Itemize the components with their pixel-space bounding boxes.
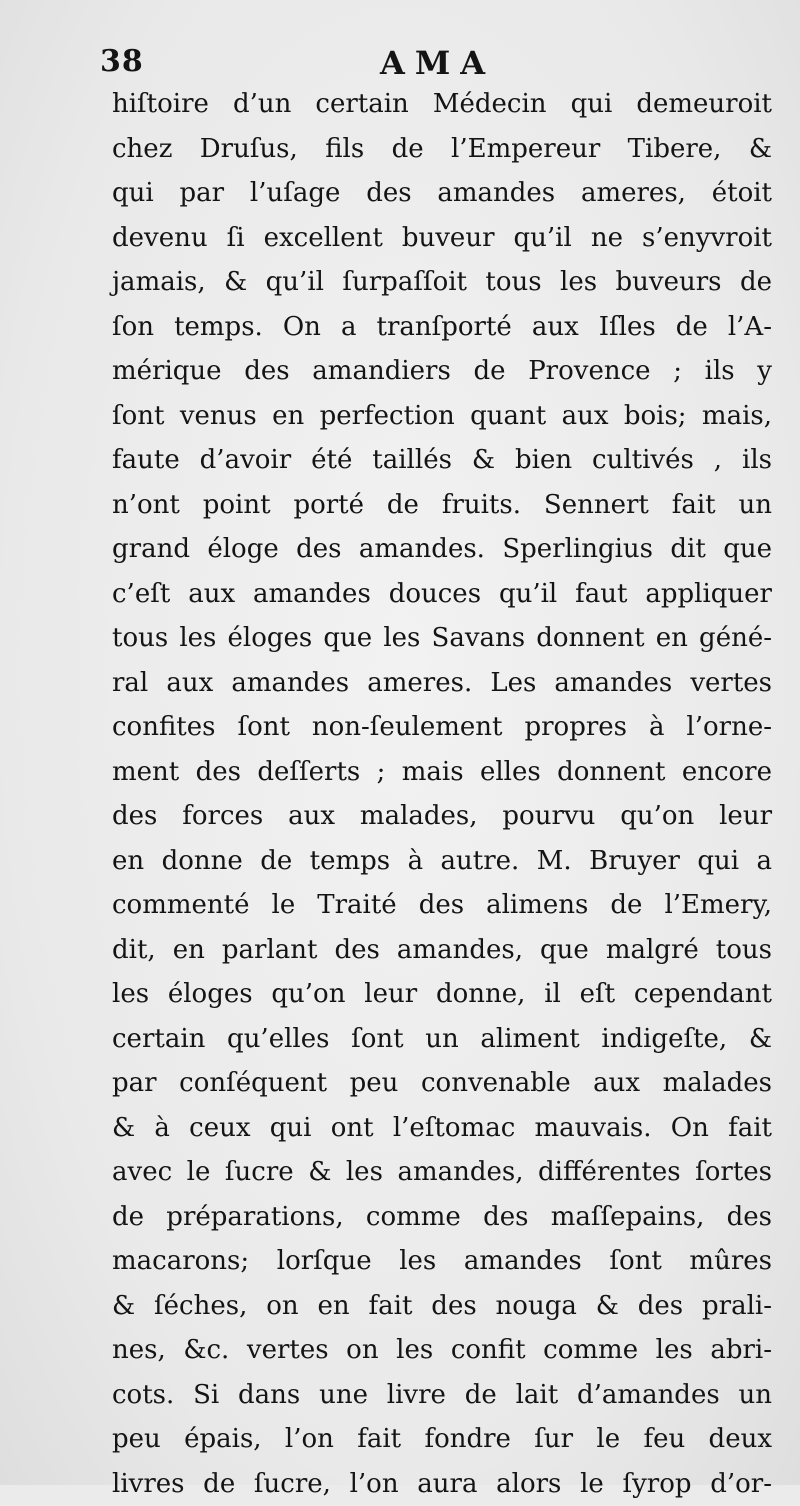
text-line: certain qu’elles ſont un aliment indigeſte, & xyxy=(112,1017,772,1062)
text-line: devenu ſi excellent buveur qu’il ne s’enyvroit xyxy=(112,216,772,261)
text-line: commenté le Traité des alimens de l’Emery, xyxy=(112,883,772,928)
page-number: 38 xyxy=(100,44,144,79)
text-line: confites ſont non-ſeulement propres à l’orne- xyxy=(112,705,772,750)
text-line: livres de ſucre, l’on aura alors le ſyrop d’or- xyxy=(112,1462,772,1506)
text-line: ſont venus en perfection quant aux bois; mais, xyxy=(112,394,772,439)
text-line: ſon temps. On a tranſporté aux Iſles de l’A- xyxy=(112,305,772,350)
text-line: peu épais, l’on fait fondre ſur le feu deux xyxy=(112,1417,772,1462)
text-line: tous les éloges que les Savans donnent en géné- xyxy=(112,616,772,661)
text-line: & ſéches, on en fait des nouga & des prali- xyxy=(112,1284,772,1329)
text-line: nes, &c. vertes on les confit comme les abri- xyxy=(112,1328,772,1373)
text-line: grand éloge des amandes. Sperlingius dit que xyxy=(112,527,772,572)
text-line: c’eſt aux amandes douces qu’il faut appliquer xyxy=(112,572,772,617)
body-text xyxy=(112,82,772,1506)
text-line: cots. Si dans une livre de lait d’amandes un xyxy=(112,1373,772,1418)
text-line: en donne de temps à autre. M. Bruyer qui a xyxy=(112,839,772,884)
text-line: les éloges qu’on leur donne, il eſt cependant xyxy=(112,972,772,1017)
text-line: de préparations, comme des maſſepains, des xyxy=(112,1195,772,1240)
text-line: qui par l’uſage des amandes ameres, étoit xyxy=(112,171,772,216)
text-line: macarons; lorſque les amandes ſont mûres xyxy=(112,1239,772,1284)
text-line: mérique des amandiers de Provence ; ils y xyxy=(112,349,772,394)
text-line: jamais, & qu’il ſurpaſſoit tous les buveurs de xyxy=(112,260,772,305)
text-line: n’ont point porté de fruits. Sennert fait un xyxy=(112,483,772,528)
text-line: & à ceux qui ont l’eſtomac mauvais. On fait xyxy=(112,1106,772,1151)
text-line: ral aux amandes ameres. Les amandes vertes xyxy=(112,661,772,706)
running-head: AMA xyxy=(380,44,495,82)
text-line: des forces aux malades, pourvu qu’on leur xyxy=(112,794,772,839)
text-line: par conſéquent peu convenable aux malades xyxy=(112,1061,772,1106)
text-line: chez Druſus, fils de l’Empereur Tibere, & xyxy=(112,127,772,172)
text-line: faute d’avoir été taillés & bien cultivés , ils xyxy=(112,438,772,483)
text-line: dit, en parlant des amandes, que malgré tous xyxy=(112,928,772,973)
text-line: ment des deſſerts ; mais elles donnent encore xyxy=(112,750,772,795)
text-line: hiſtoire d’un certain Médecin qui demeuroit xyxy=(112,82,772,127)
text-line: avec le ſucre & les amandes, différentes ſortes xyxy=(112,1150,772,1195)
